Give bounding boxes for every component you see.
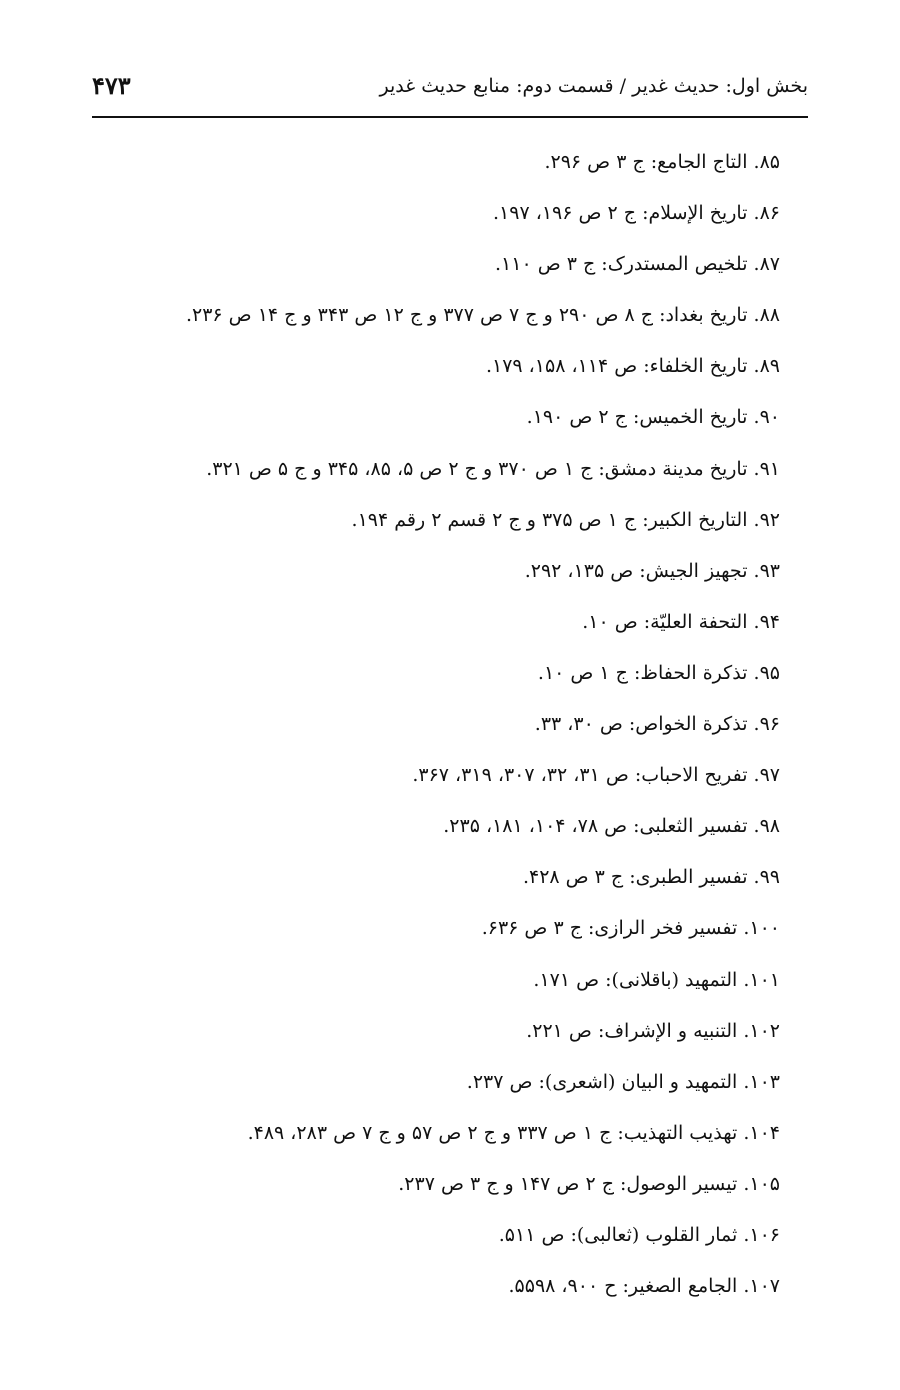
entry-number: ۱۰۶. [743,1223,780,1246]
entry-text: تفسير الثعلبى: ص ۷۸، ۱۰۴، ۱۸۱، ۲۳۵. [443,815,748,838]
reference-entry [80,702,780,753]
reference-entry [80,855,780,906]
entry-text: تاريخ مدينة دمشق: ج ۱ ص ۳۷۰ و ج ۲ ص ۵، ۸۵، ۳۴۵ و ج ۵ ص ۳۲۱. [206,457,748,480]
entry-number: ۱۰۱. [743,968,780,991]
reference-entry [80,804,780,855]
reference-entry [80,1213,780,1264]
entry-number: ۹۴. [753,610,780,633]
running-title: بخش اول: حديث غدير / قسمت دوم: منابع حديث غدير [379,74,808,97]
entry-text: الجامع الصغير: ح ۹۰۰، ۵۵۹۸. [508,1275,738,1298]
entry-number: ۱۰۴. [743,1121,780,1144]
entry-text: التحفة العليّة: ص ۱۰. [582,610,748,633]
reference-entry [80,651,780,702]
entry-text: التمهيد و البيان (اشعرى): ص ۲۳۷. [466,1070,738,1093]
entry-text: تجهيز الجيش: ص ۱۳۵، ۲۹۲. [524,559,748,582]
reference-entry [80,1009,780,1060]
entry-number: ۹۶. [753,713,780,736]
entry-number: ۹۹. [753,866,780,889]
entry-text: تهذيب التهذيب: ج ۱ ص ۳۳۷ و ج ۲ ص ۵۷ و ج ۷ ص ۲۸۳، ۴۸۹. [247,1121,738,1144]
entry-text: ثمار القلوب (ثعالبى): ص ۵۱۱. [498,1223,738,1246]
entry-number: ۹۰. [753,406,780,429]
entry-number: ۱۰۳. [743,1070,780,1093]
entry-number: ۹۲. [753,508,780,531]
entry-text: تاريخ الخلفاء: ص ۱۱۴، ۱۵۸، ۱۷۹. [485,355,748,378]
entry-number: ۹۳. [753,559,780,582]
entry-text: تفريح الاحباب: ص ۳۱، ۳۲، ۳۰۷، ۳۱۹، ۳۶۷. [412,764,748,787]
reference-entry [80,1111,780,1162]
reference-entry [80,1060,780,1111]
entry-number: ۹۵. [753,661,780,684]
entry-text: التمهيد (باقلانى): ص ۱۷۱. [533,968,738,991]
reference-entry [80,191,780,242]
entry-text: تفسير فخر الرازى: ج ۳ ص ۶۳۶. [481,917,738,940]
entry-number: ۹۷. [753,764,780,787]
entry-number: ۹۱. [753,457,780,480]
reference-entry [80,1264,780,1315]
entry-number: ۸۷. [753,253,780,276]
reference-entry [80,140,780,191]
entry-text: تذكرة الخواص: ص ۳۰، ۳۳. [534,713,748,736]
reference-entry [80,447,780,498]
entry-text: تاريخ الإسلام: ج ۲ ص ۱۹۶، ۱۹۷. [493,202,748,225]
reference-entry [80,344,780,395]
reference-entry [80,395,780,446]
entry-number: ۱۰۵. [743,1172,780,1195]
reference-entry [80,906,780,957]
reference-entry [80,293,780,344]
reference-entry [80,600,780,651]
reference-entry [80,753,780,804]
entry-number: ۸۹. [753,355,780,378]
reference-entry [80,242,780,293]
entry-number: ۸۸. [753,304,780,327]
entry-text: تفسير الطبرى: ج ۳ ص ۴۲۸. [522,866,748,889]
reference-entry [80,498,780,549]
entry-number: ۸۵. [753,151,780,173]
reference-list [80,140,780,1315]
entry-text: التاج الجامع: ج ۳ ص ۲۹۶. [544,151,748,173]
entry-text: التنبيه و الإشراف: ص ۲۲۱. [526,1019,738,1042]
entry-number: ۱۰۷. [743,1275,780,1298]
entry-text: تذكرة الحفاظ: ج ۱ ص ۱۰. [537,661,748,684]
page-number: ۴۷۳ [92,71,131,100]
entry-number: ۱۰۲. [743,1019,780,1042]
entry-number: ۸۶. [753,202,780,225]
reference-entry [80,958,780,1009]
entry-text: التاريخ الكبير: ج ۱ ص ۳۷۵ و ج ۲ قسم ۲ رقم ۱۹۴. [351,508,748,531]
page-header [92,66,808,118]
entry-number: ۱۰۰. [743,917,780,940]
reference-entry [80,1162,780,1213]
reference-entry [80,549,780,600]
entry-number: ۹۸. [753,815,780,838]
entry-text: تيسير الوصول: ج ۲ ص ۱۴۷ و ج ۳ ص ۲۳۷. [398,1172,738,1195]
entry-text: تاريخ الخميس: ج ۲ ص ۱۹۰. [526,406,748,429]
entry-text: تاريخ بغداد: ج ۸ ص ۲۹۰ و ج ۷ ص ۳۷۷ و ج ۱۲ ص ۳۴۳ و ج ۱۴ ص ۲۳۶. [185,304,748,327]
entry-text: تلخيص المستدرک: ج ۳ ص ۱۱۰. [495,253,748,276]
